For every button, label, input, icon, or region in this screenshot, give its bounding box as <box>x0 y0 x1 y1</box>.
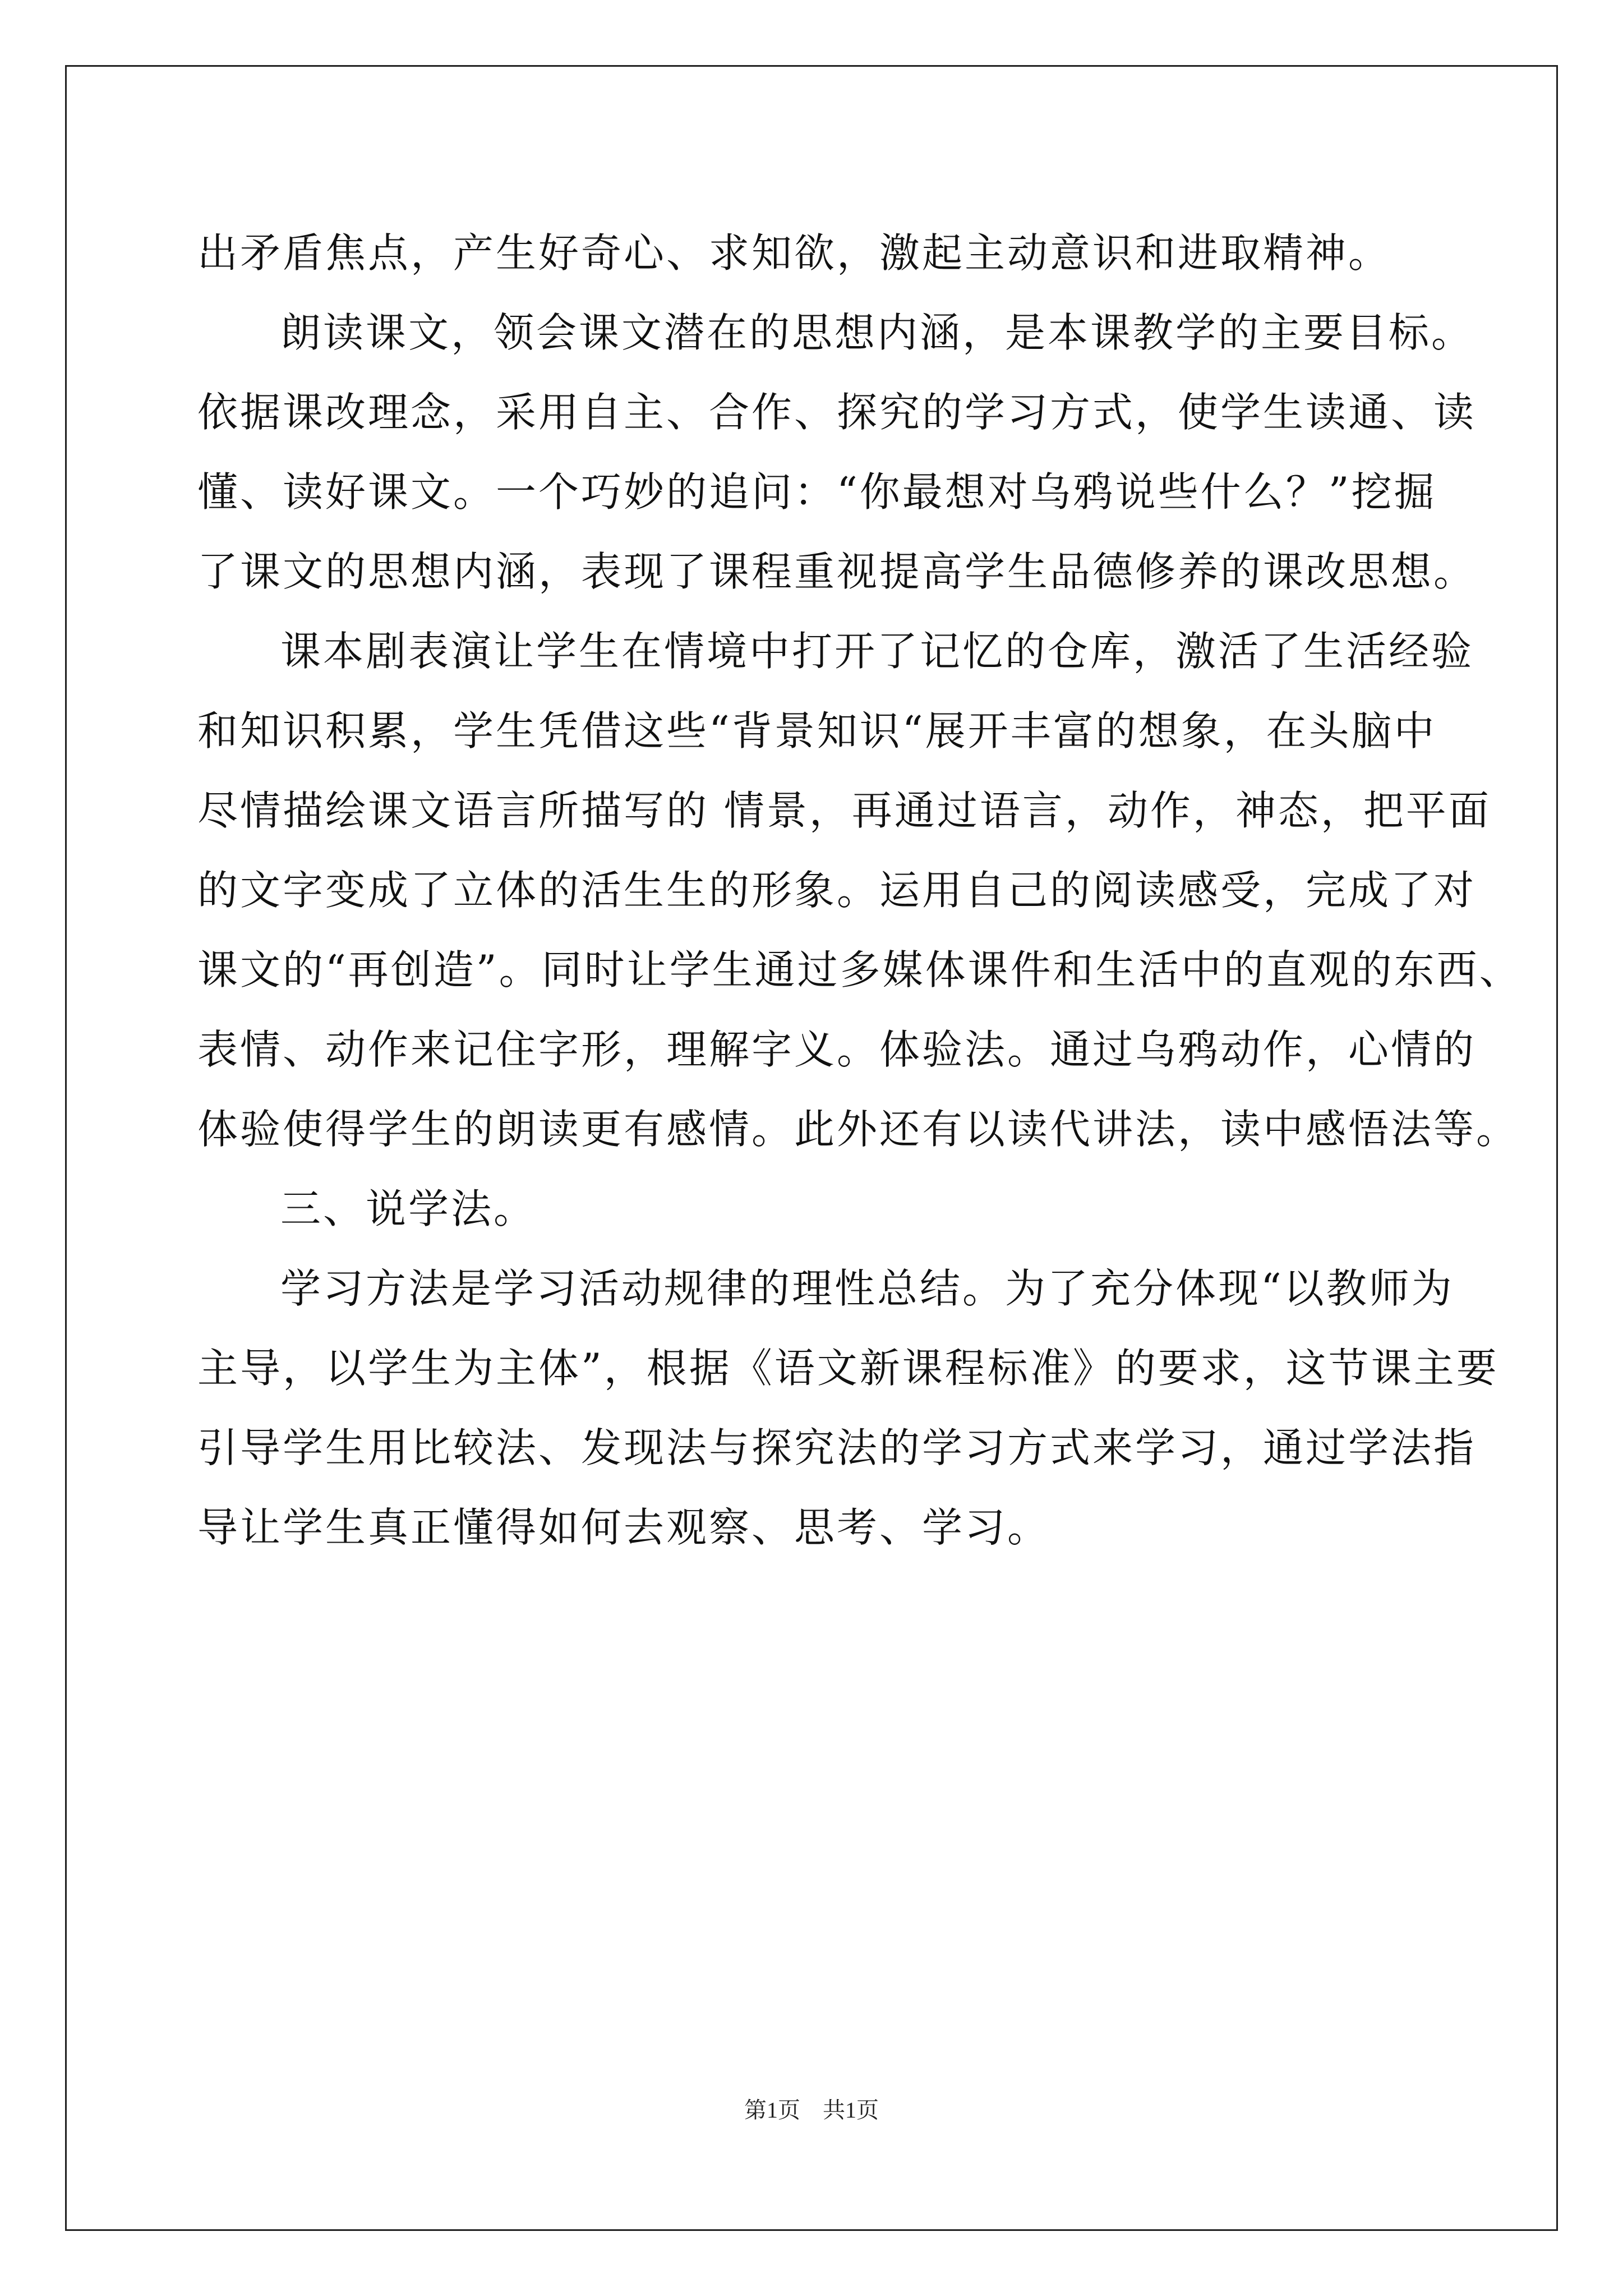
text-line: 依据课改理念，采用自主、合作、探究的学习方式，使学生读通、读 <box>197 389 1477 436</box>
text-line: 懂、读好课文。一个巧妙的追问：“你最想对乌鸦说些什么？”挖掘 <box>197 468 1437 516</box>
text-line: 了课文的思想内涵，表现了课程重视提高学生品德修养的课改思想。 <box>197 548 1477 595</box>
page-total: 共1页 <box>823 2097 879 2123</box>
text-line: 表情、动作来记住字形，理解字义。体验法。通过乌鸦动作，心情的 <box>197 1026 1477 1073</box>
text-line: 的文字变成了立体的活生生的形象。运用自己的阅读感受，完成了对 <box>197 867 1477 914</box>
text-line: 尽情描绘课文语言所描写的 情景，再通过语言，动作，神态，把平面 <box>197 787 1491 834</box>
text-line: 导让学生真正懂得如何去观察、思考、学习。 <box>197 1504 1050 1551</box>
text-line: 和知识积累，学生凭借这些“背景知识“展开丰富的想象，在头脑中 <box>197 707 1437 754</box>
page-footer <box>0 2093 1623 2127</box>
text-line: 学习方法是学习活动规律的理性总结。为了充分体现“以教师为 <box>280 1265 1454 1312</box>
text-line: 朗读课文，领会课文潜在的思想内涵，是本课教学的主要目标。 <box>280 309 1474 356</box>
text-line: 出矛盾焦点，产生好奇心、求知欲，激起主动意识和进取精神。 <box>197 229 1391 277</box>
section-heading: 三、说学法。 <box>280 1185 537 1232</box>
text-line: 引导学生用比较法、发现法与探究法的学习方式来学习，通过学法指 <box>197 1424 1477 1471</box>
document-body <box>197 213 1522 1567</box>
text-line: 课文的“再创造”。同时让学生通过多媒体课件和生活中的直观的东西、 <box>197 946 1522 993</box>
page-number: 第1页 <box>744 2097 800 2123</box>
text-line: 体验使得学生的朗读更有感情。此外还有以读代讲法，读中感悟法等。 <box>197 1106 1519 1153</box>
text-line: 课本剧表演让学生在情境中打开了记忆的仓库，激活了生活经验 <box>280 628 1474 675</box>
text-line: 主导，以学生为主体”，根据《语文新课程标准》的要求，这节课主要 <box>197 1345 1499 1392</box>
